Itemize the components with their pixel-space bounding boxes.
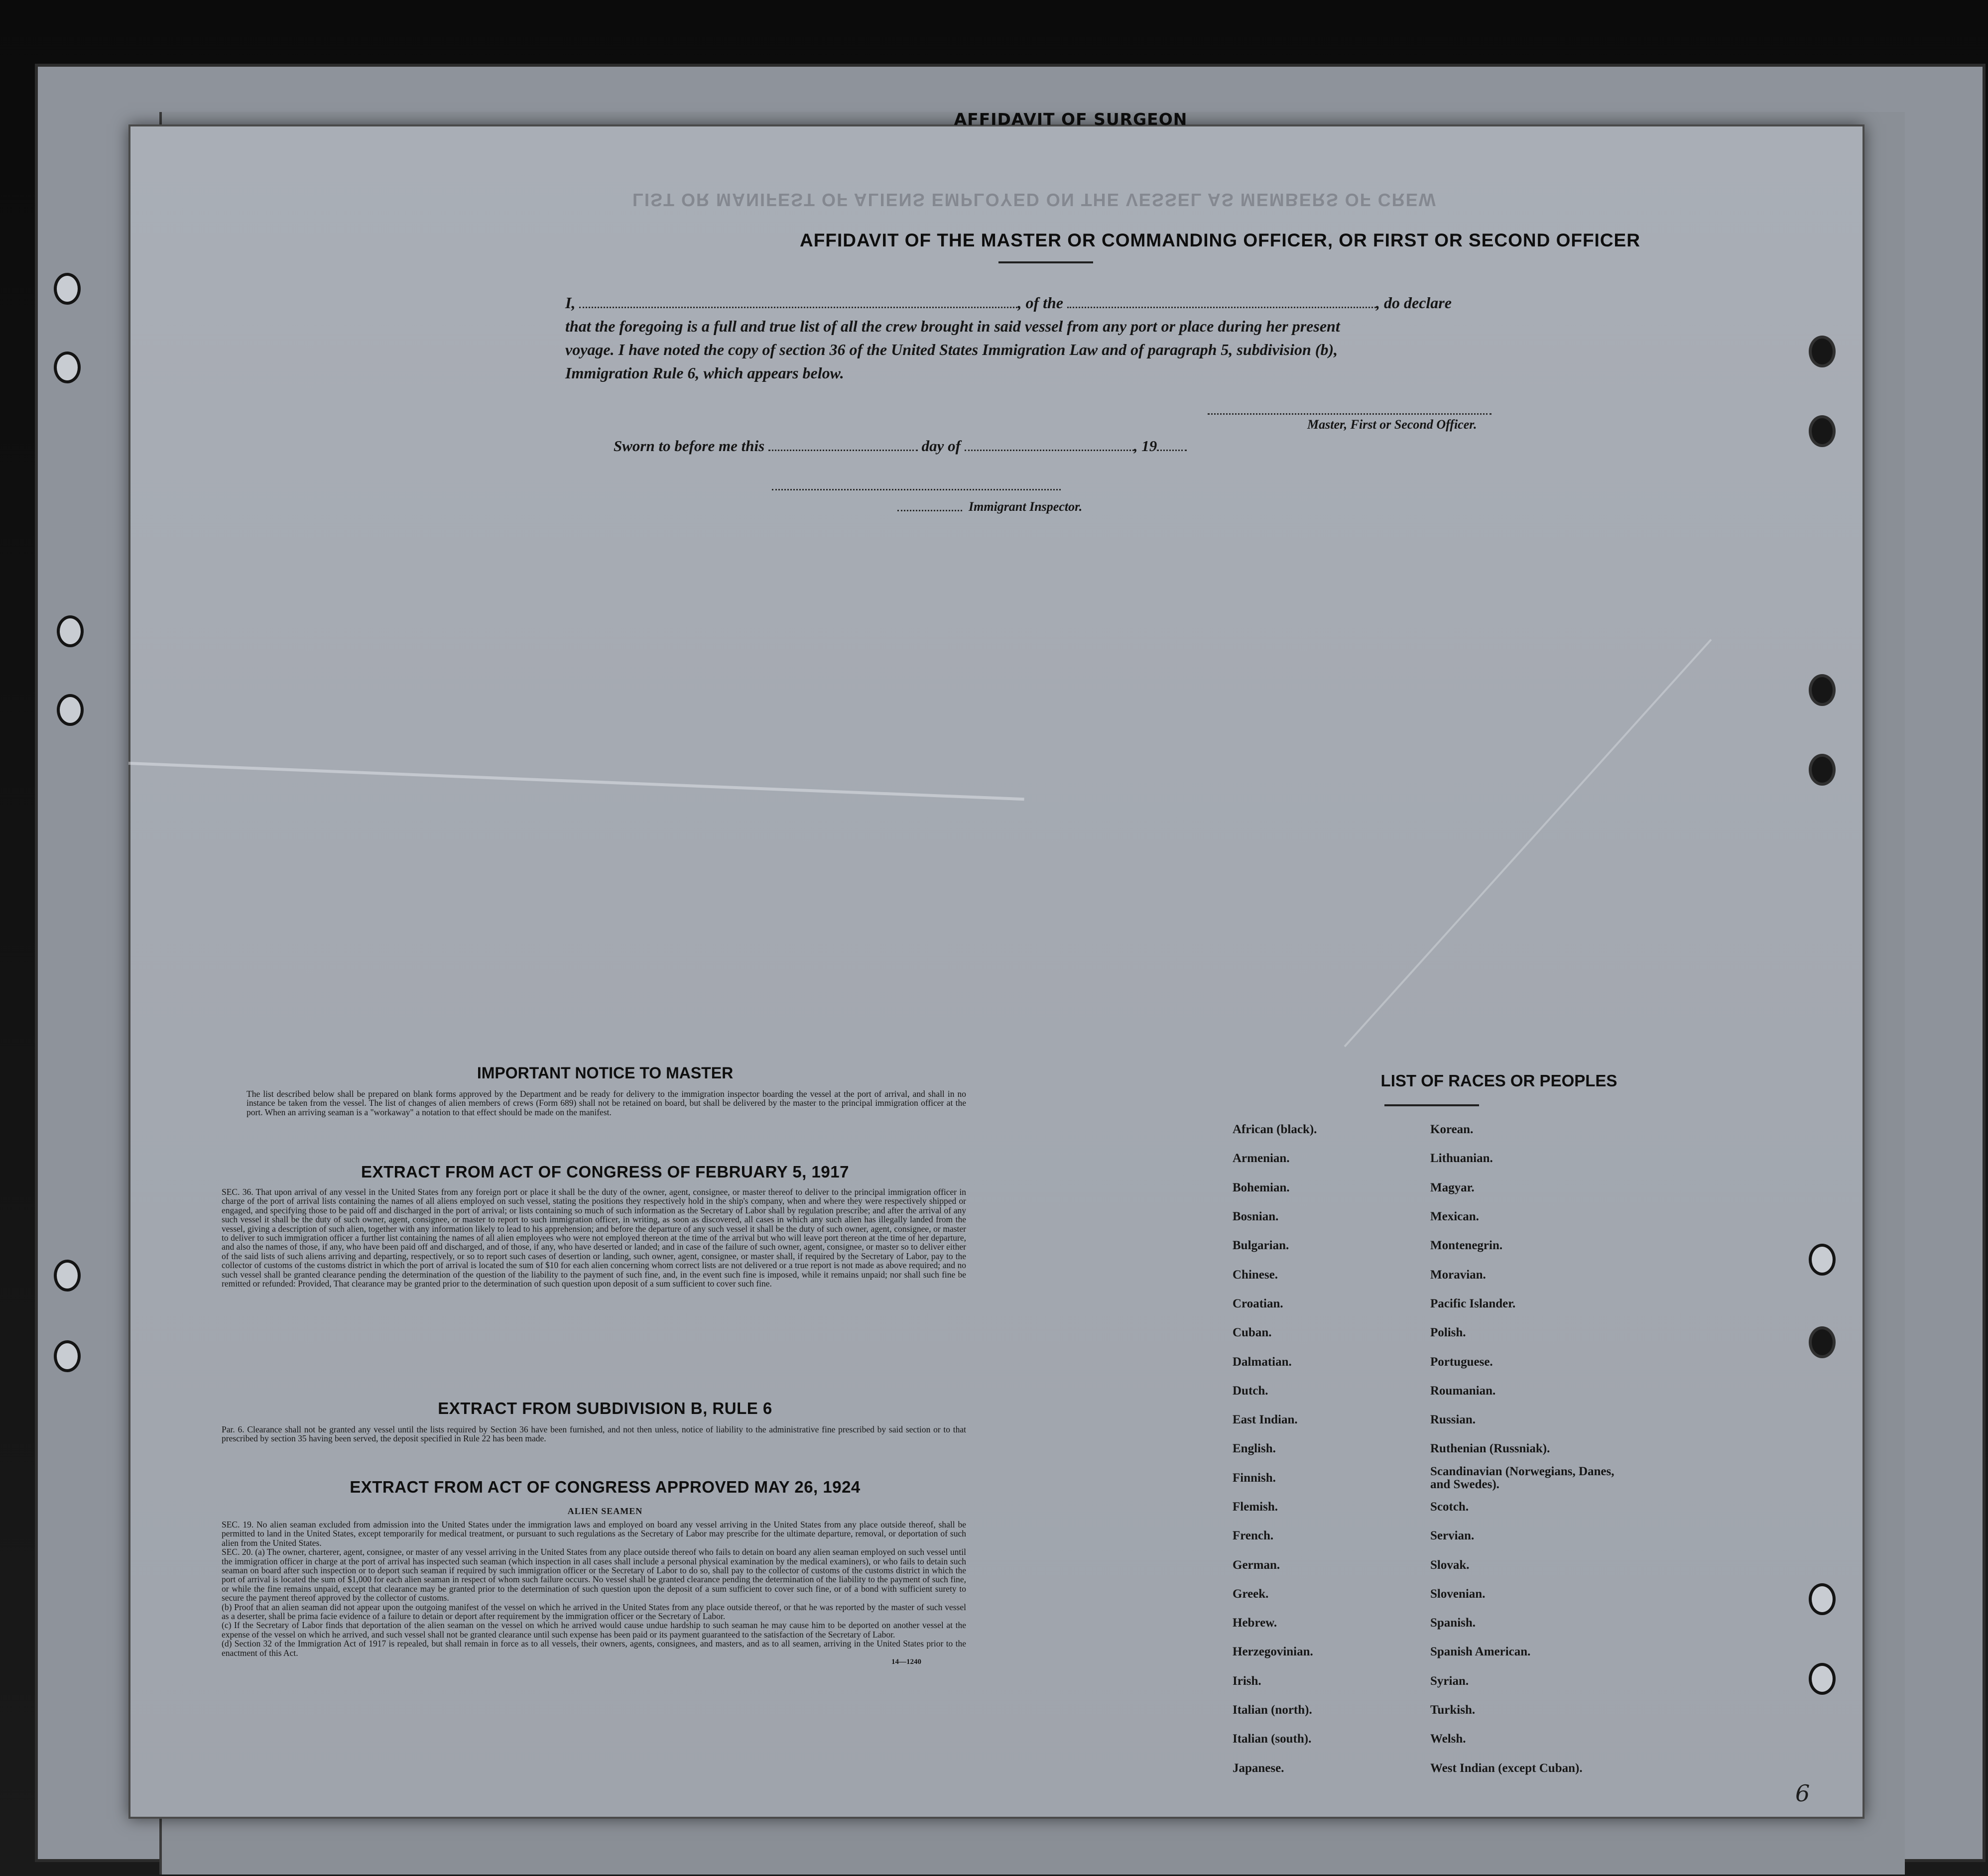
notice-title: IMPORTANT NOTICE TO MASTER [477, 1064, 734, 1082]
extract-1924-body [222, 1520, 966, 1667]
inspector-caption: Immigrant Inspector. [969, 499, 1083, 514]
race-item: Scandinavian (Norwegians, Danes, and Swedes). [1430, 1464, 1615, 1491]
races-title-rule [1384, 1104, 1479, 1106]
race-item: Portuguese. [1430, 1355, 1493, 1369]
sworn-year-field[interactable] [1157, 435, 1187, 451]
race-item: East Indian. [1233, 1413, 1298, 1427]
declaration-line-4: Immigration Rule 6, which appears below. [565, 364, 844, 382]
race-item: Roumanian. [1430, 1384, 1496, 1398]
master-name-field[interactable] [579, 292, 1017, 308]
binder-hole-icon [1809, 415, 1836, 447]
binder-hole-icon [54, 1260, 81, 1291]
race-item: Lithuanian. [1430, 1152, 1493, 1166]
race-item: Slovenian. [1430, 1587, 1486, 1601]
race-item: Chinese. [1233, 1268, 1278, 1282]
race-item: Servian. [1430, 1529, 1475, 1543]
race-item: German. [1233, 1558, 1280, 1572]
declaration-line-3: voyage. I have noted the copy of section 36 of the United States Immigration Law and of paragraph 5, subdivision (b), [565, 341, 1338, 358]
race-item: Bosnian. [1233, 1210, 1279, 1224]
binder-hole-icon [54, 352, 81, 383]
extract-rule6-title: EXTRACT FROM SUBDIVISION B, RULE 6 [438, 1399, 772, 1417]
binder-hole-icon [57, 694, 84, 726]
master-signature-line[interactable] [1208, 413, 1491, 415]
race-item: Bulgarian. [1233, 1239, 1289, 1253]
races-right-column [1430, 1115, 1619, 1783]
race-item: Slovak. [1430, 1558, 1470, 1572]
sec-20d-paragraph: (d) Section 32 of the Immigration Act of 1917 is repealed, but shall remain in force as to all vessels, their owners, agents, consignees, and masters, and as to all seamen, arriving in the United States prior to the enactment of this Act. [222, 1639, 966, 1658]
declare-label: , do declare [1376, 294, 1452, 312]
sworn-prefix: Sworn to before me this [614, 437, 765, 455]
race-item: Moravian. [1430, 1268, 1486, 1282]
race-item: Italian (south). [1233, 1732, 1312, 1746]
race-item: Scotch. [1430, 1500, 1469, 1514]
race-item: English. [1233, 1442, 1276, 1456]
race-item: Bohemian. [1233, 1180, 1290, 1194]
bleed-through-heading: LIST OR MANIFEST OF ALIENS EMPLOYED ON THE VESSEL AS MEMBERS OF CREW [632, 190, 1437, 210]
title-rule [998, 261, 1093, 263]
vessel-of-label: , of the [1017, 294, 1063, 312]
sec-20b-paragraph: (b) Proof that an alien seaman did not appear upon the outgoing manifest of the vessel on which he arrived in the United States from any place outside thereof, or that he was reported by the master of such vessel as a deserter, shall be prima facie evidence of a failure to detain or deport after requirement by the immigration officer or the Secretary of Labor. [222, 1602, 966, 1622]
form-number: 14—1240 [891, 1658, 921, 1666]
race-item: Spanish. [1430, 1616, 1476, 1630]
race-item: Italian (north). [1233, 1703, 1312, 1717]
race-item: Dutch. [1233, 1384, 1268, 1398]
race-item: Finnish. [1233, 1471, 1276, 1485]
race-item: Armenian. [1233, 1152, 1290, 1166]
inspector-signature-line[interactable] [772, 489, 1061, 490]
extract-1924-title: EXTRACT FROM ACT OF CONGRESS APPROVED MAY 26, 1924 [350, 1478, 861, 1496]
races-left-column [1233, 1115, 1317, 1783]
sec-20a-paragraph: SEC. 20. (a) The owner, charterer, agent, consignee, or master of any vessel arriving in the United States from any place outside thereof who fails to detain on board any alien seaman employed on such vessel until the immigration officer in charge at the port of arrival has inspected such seaman (which inspection in all cases shall include a personal physical examination by the medical examiners), or who fails to detain such seaman on board after such inspection or to deport such seaman if required by such immigration officer or the Secretary of Labor to do so, shall pay to the collector of customs of the customs district in which the port of arrival is located the sum of $1,000 for each alien seaman in respect of whom such failure occurs. No vessel shall be granted clearance pending the determination of the liability to the payment of such fine, or while the fine remains unpaid, except that clearance may be granted prior to the determination of such question upon the deposit of a sum sufficient to cover such fine, or of a bond with sufficient surety to secure the payment thereof approved by the collector of customs. [222, 1547, 966, 1603]
year-label: , 19 [1133, 437, 1157, 455]
sec-19-paragraph: SEC. 19. No alien seaman excluded from admission into the United States under the immigration laws and employed on board any vessel arriving in the United States from any place outside thereof, shall be permitted to land in the United States, except temporarily for medical treatment, or pursuant to such regulations as the Secretary of Labor may prescribe for the ultimate departure, removal, or deportation of such alien from the United States. [222, 1520, 966, 1548]
binder-hole-icon [1809, 674, 1836, 706]
handwritten-page-mark: 6 [1795, 1780, 1810, 1807]
declarant-prefix: I, [565, 294, 576, 312]
race-item: Spanish American. [1430, 1645, 1531, 1659]
binder-hole-icon [1809, 1663, 1836, 1695]
sworn-day-field[interactable] [768, 435, 918, 451]
race-item: Russian. [1430, 1413, 1476, 1427]
sworn-line [614, 434, 1187, 458]
binder-hole-icon [57, 615, 84, 647]
master-signature-caption: Master, First or Second Officer. [1307, 417, 1477, 432]
extract-rule6-text: Par. 6. Clearance shall not be granted any vessel until the lists required by Section 36 have been furnished, and not then unless, notice of liability to the administrative fine prescribed by said section or to that prescribed by section 35 having been served, the deposit specified in Rule 22 has been made. [222, 1424, 966, 1444]
notice-text: The list described below shall be prepared on blank forms approved by the Department and be ready for delivery to the immigration inspector boarding the vessel at the port of arrival, and shall in no instance be taken from the vessel. The list of changes of alien members of crews (Form 689) shall not be retained on board, but shall be delivered by the master to the principal immigration officer at the port. When an arriving seaman is a "workaway" a notation to that effect should be made on the manifest. [247, 1089, 966, 1117]
race-item: Hebrew. [1233, 1616, 1277, 1630]
binder-hole-icon [1809, 1583, 1836, 1615]
race-item: Syrian. [1430, 1674, 1469, 1688]
race-item: Pacific Islander. [1430, 1296, 1516, 1310]
race-item: Irish. [1233, 1674, 1261, 1688]
race-item: Montenegrin. [1430, 1239, 1503, 1253]
surgeon-affidavit-header: AFFIDAVIT OF SURGEON [954, 110, 1188, 129]
extract-1917-text: SEC. 36. That upon arrival of any vessel in the United States from any foreign port or place it shall be the duty of the owner, agent, consignee, or master thereof to deliver to the principal immigration officer in charge of the port of arrival lists containing the names of all aliens employed on such vessel, stating the positions they respectively hold in the ship's company, when and where they were respectively shipped or engaged, and specifying those to be paid off and discharged in the port of arrival; or lists containing so much of such information as the Secretary of Labor shall by regulation prescribe; and after the arrival of any such vessel it shall be the duty of such owner, agent, consignee, or master to report to such immigration officer, in writing, as soon as discovered, all cases in which any such alien has illegally landed from the vessel, giving a description of such alien, together with any information likely to lead to his apprehension; and before the departure of any such vessel it shall be the duty of such owner, agent, consignee, or master to deliver to such immigration officer a further list containing the names of all alien employees who were not employed thereon at the time of the arrival but who will leave port thereon at the time of her departure, and also the names of those, if any, who have been paid off and discharged, and of those, if any, who have deserted or landed; and in case of the failure of such owner, agent, consignee, or master so to deliver either of the said lists of such aliens arriving and departing, respectively, or so to report such cases of desertion or landing, such owner, agent, consignee, or master shall, if required by the Secretary of Labor, pay to the collector of customs of the customs district in which the port of arrival is located the sum of $10 for each alien concerning whom correct lists are not delivered or a true report is not made as above required; and no such vessel shall be granted clearance pending the determination of the question of the liability to the payment of such fine, and, in the event such fine is imposed, while it remains unpaid; nor shall such fine be remitted or refunded: Provided, That clearance may be granted prior to the determination of such question upon deposit of a sum sufficient to cover such fine. [222, 1187, 966, 1289]
race-item: Japanese. [1233, 1761, 1284, 1775]
sec-20c-paragraph: (c) If the Secretary of Labor finds that deportation of the alien seaman on the vessel on which he arrived would cause undue hardship to such seaman he may cause him to be deported on another vessel at the expense of the vessel on which he arrived, and such vessel shall not be granted clearance until such expense has been paid or its payment guaranteed to the satisfaction of the Secretary of Labor. [222, 1620, 966, 1640]
binder-hole-icon [1809, 754, 1836, 786]
binder-hole-icon [1809, 1244, 1836, 1276]
day-of-label: day of [921, 437, 961, 455]
race-item: Turkish. [1430, 1703, 1476, 1717]
race-item: Herzegovinian. [1233, 1645, 1313, 1659]
declaration-line-1 [565, 291, 1452, 315]
race-item: Greek. [1233, 1587, 1269, 1601]
race-item: Magyar. [1430, 1180, 1475, 1194]
affidavit-title: AFFIDAVIT OF THE MASTER OR COMMANDING OFFICER, OR FIRST OR SECOND OFFICER [800, 230, 1640, 250]
race-item: Flemish. [1233, 1500, 1278, 1514]
race-item: Ruthenian (Russniak). [1430, 1442, 1550, 1456]
alien-seamen-subtitle: ALIEN SEAMEN [567, 1506, 643, 1516]
sworn-month-field[interactable] [965, 435, 1134, 451]
race-item: Mexican. [1430, 1210, 1479, 1224]
race-item: Korean. [1430, 1123, 1474, 1137]
inspector-title-dots [897, 510, 962, 511]
race-item: Cuban. [1233, 1326, 1272, 1340]
race-item: Dalmatian. [1233, 1355, 1292, 1369]
race-item: French. [1233, 1529, 1274, 1543]
race-item: Welsh. [1430, 1732, 1466, 1746]
vessel-name-field[interactable] [1067, 292, 1376, 308]
binder-hole-icon [54, 273, 81, 305]
binder-hole-icon [54, 1340, 81, 1372]
race-item: Polish. [1430, 1326, 1466, 1340]
declaration-line-2: that the foregoing is a full and true list of all the crew brought in said vessel from any port or place during her present [565, 317, 1340, 335]
race-item: West Indian (except Cuban). [1430, 1761, 1583, 1775]
extract-1917-title: EXTRACT FROM ACT OF CONGRESS OF FEBRUARY 5, 1917 [361, 1163, 849, 1181]
races-list-title: LIST OF RACES OR PEOPLES [1380, 1071, 1617, 1090]
binder-hole-icon [1809, 1326, 1836, 1358]
race-item: African (black). [1233, 1123, 1317, 1137]
race-item: Croatian. [1233, 1296, 1283, 1310]
binder-hole-icon [1809, 336, 1836, 367]
